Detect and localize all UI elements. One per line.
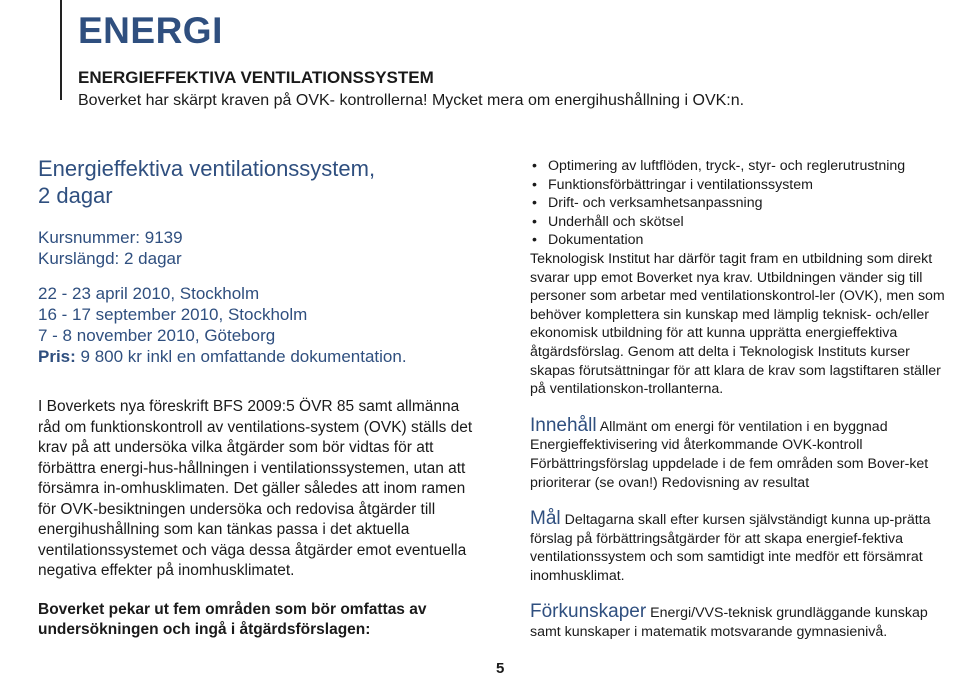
price-label: Pris:	[38, 347, 76, 366]
mal-title: Mål	[530, 508, 561, 530]
price-value: 9 800 kr inkl en omfattande dokumentation.	[75, 347, 407, 366]
list-item	[530, 231, 958, 250]
bullet-icon: •	[532, 232, 537, 249]
brand-title: ENERGI	[78, 10, 223, 51]
list-item	[530, 157, 958, 176]
page-number: 5	[496, 660, 505, 677]
header-description: Boverket har skärpt kraven på OVK- kontrollerna! Mycket mera om energihushållning i OVK:n.	[78, 92, 745, 109]
list-item-text: Dokumentation	[548, 232, 644, 249]
forkunskaper-section	[530, 603, 958, 641]
body-paragraph: I Boverkets nya föreskrift BFS 2009:5 ÖVR 85 samt allmänna råd om funktionskontroll av ventilations-system (OVK) ställs det krav på att undersöka vilka åtgärder som bör vidtas för att förbättra energi-hus-hållningen i ventilationssystemen, utan att försämra in-omhusklimaten. Det gäller således att inom ramen för OVK-besiktningen undersöka och redovisa åtgärder till energihushållning som kan tänkas passa i det aktuella ventilationssystemet och väga dessa åtgärder emot eventuella negativa effekter på inomhusklimatet.	[38, 398, 473, 579]
right-column	[530, 157, 958, 642]
mal-section	[530, 510, 958, 585]
bullet-icon: •	[532, 176, 537, 193]
header-subtitle: ENERGIEFFEKTIVA VENTILATIONSSYSTEM	[78, 68, 434, 87]
course-meta	[38, 227, 478, 269]
innehall-section	[530, 414, 958, 492]
bullet-icon: •	[532, 158, 537, 174]
course-date: 22 - 23 april 2010, Stockholm	[38, 284, 260, 303]
course-price	[38, 346, 478, 367]
list-item-text: Funktionsförbättringar i ventilationssystem	[548, 176, 813, 193]
course-number: Kursnummer: 9139	[38, 228, 183, 247]
course-date: 16 - 17 september 2010, Stockholm	[38, 305, 308, 324]
list-item-text: Underhåll och skötsel	[548, 213, 684, 230]
list-item	[530, 213, 958, 232]
header-divider	[60, 0, 62, 100]
page-header	[78, 6, 938, 111]
bold-paragraph: Boverket pekar ut fem områden som bör omfattas av undersökningen och ingå i åtgärdsförslagen:	[38, 600, 427, 638]
mal-text: Deltagarna skall efter kursen självständigt kunna up-prätta förslag på förbättringsåtgärder för att skapa energief-fektiva ventilationssystem och som samtidigt inte medför ett försämrat inomhusklimat.	[530, 512, 931, 584]
forkunskaper-text: Energi/VVS-teknisk grundläggande kunskap samt kunskaper i matematik motsvarande gymnasienivå.	[530, 605, 928, 641]
bullet-icon: •	[532, 213, 537, 230]
bullet-icon: •	[532, 195, 537, 212]
forkunskaper-title: Förkunskaper	[530, 601, 647, 623]
left-column	[38, 155, 478, 641]
course-title	[38, 155, 478, 209]
list-item-text: Optimering av luftflöden, tryck-, styr- och reglerutrustning	[548, 158, 906, 174]
course-title-line2: 2 dagar	[38, 183, 113, 208]
focus-areas-list	[530, 157, 958, 250]
course-length: Kurslängd: 2 dagar	[38, 249, 182, 268]
intro-paragraph: Teknologisk Institut har därför tagit fram en utbildning som direkt svarar upp emot Boverket nya krav. Utbildningen vänder sig till personer som arbetar med ventilationskontrol-ler (OVK), men som behöver komplettera sin kunskap med lämplig teknisk- och/eller ekonomisk utbildning för att kunna upprätta energieffektiva åtgärdsförslag. Genom att delta i Teknologisk Instituts kurser skapas förutsättningar för att klara de krav som lagstiftaren ställer på ventilationskon-trollanterna.	[530, 250, 945, 398]
list-item	[530, 194, 958, 213]
innehall-text: Allmänt om energi för ventilation i en byggnad Energieffektivisering vid återkommande OVK-kontroll Förbättringsförslag uppdelade i de fem områden som Bover-ket prioriterar (se ovan!) Redovisning av resultat	[530, 418, 929, 491]
list-item	[530, 176, 958, 195]
course-title-line1: Energieffektiva ventilationssystem,	[38, 156, 376, 181]
course-date: 7 - 8 november 2010, Göteborg	[38, 326, 276, 345]
innehall-title: Innehåll	[530, 414, 597, 436]
list-item-text: Drift- och verksamhetsanpassning	[548, 195, 763, 212]
course-dates	[38, 283, 478, 346]
